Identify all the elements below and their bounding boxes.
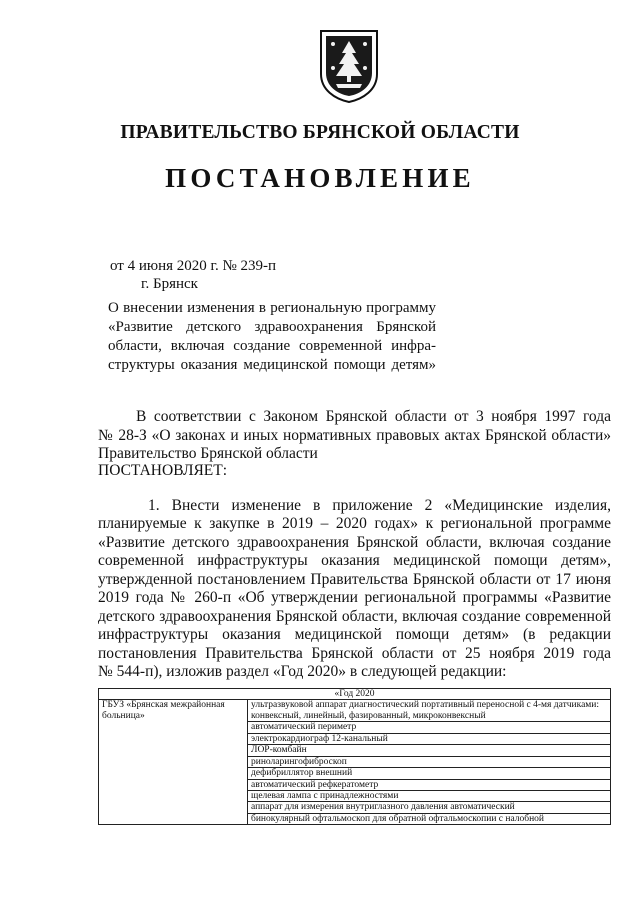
paragraph-line: инфраструктуры оказания медицинской помощи детям» (в редакции xyxy=(98,626,611,643)
equipment-item: ультразвуковой аппарат диагностический портативный переносной с 4-мя датчиками: конвексный, линейный, фазированный, микроконвексный xyxy=(248,700,611,722)
equipment-table xyxy=(98,688,611,825)
equipment-item: риноларингофиброскоп xyxy=(248,756,611,767)
paragraph-line: № 544-п), изложив раздел «Год 2020» в следующей редакции: xyxy=(98,663,507,680)
table-row xyxy=(99,700,611,722)
equipment-item: аппарат для измерения внутриглазного давления автоматический xyxy=(248,802,611,813)
year-header: «Год 2020 xyxy=(99,689,611,700)
paragraph-line: 1. Внести изменение в приложение 2 «Медицинские изделия, xyxy=(148,497,611,514)
paragraph-line: постановления Правительства Брянской области от 25 ноября 2019 года xyxy=(98,645,611,662)
document-type-title: ПОСТАНОВЛЕНИЕ xyxy=(165,163,475,193)
paragraph-line: планируемые к закупке в 2019 – 2020 годах» к региональной программе xyxy=(98,515,611,532)
subject-line: области, включая создание современной инфра- xyxy=(108,338,436,354)
subject-line: структуры оказания медицинской помощи детям» xyxy=(108,357,436,373)
date-and-number: от 4 июня 2020 г. № 239-п xyxy=(110,258,277,274)
table-header-row xyxy=(99,689,611,700)
equipment-item: электрокардиограф 12-канальный xyxy=(248,733,611,744)
paragraph-line: «Развитие детского здравоохранения Брянской области, включая создание xyxy=(98,534,611,551)
preamble-line: Правительство Брянской области xyxy=(98,445,318,462)
organization-title: ПРАВИТЕЛЬСТВО БРЯНСКОЙ ОБЛАСТИ xyxy=(120,122,520,143)
equipment-item: дефибриллятор внешний xyxy=(248,768,611,779)
paragraph-line: 2019 года № 260-п «Об утверждении региональной программы «Развитие xyxy=(98,589,611,606)
subject-line: О внесении изменения в региональную программу xyxy=(108,300,436,316)
preamble-line: В соответствии с Законом Брянской области от 3 ноября 1997 года xyxy=(136,408,611,425)
equipment-item: бинокулярный офтальмоскоп для обратной офтальмоскопии с налобной xyxy=(248,813,611,824)
institution-cell: ГБУЗ «Брянская межрайонная больница» xyxy=(99,700,248,825)
city: г. Брянск xyxy=(141,276,198,292)
paragraph-line: детского здравоохранения Брянской области, включая создание современной xyxy=(98,608,611,625)
paragraph-line: утвержденной постановлением Правительства Брянской области от 17 июня xyxy=(98,571,611,588)
equipment-item: автоматический рефкератометр xyxy=(248,779,611,790)
paragraph-line: современной инфраструктуры оказания медицинской помощи детям», xyxy=(98,552,611,569)
equipment-item: автоматический периметр xyxy=(248,722,611,733)
equipment-item: щелевая лампа с принадлежностями xyxy=(248,790,611,801)
preamble-line: № 28-З «О законах и иных нормативных правовых актах Брянской области» xyxy=(98,427,611,444)
subject-line: «Развитие детского здравоохранения Брянской xyxy=(108,319,436,335)
coat-of-arms-bryansk-icon xyxy=(318,28,380,104)
resolves-label: ПОСТАНОВЛЯЕТ: xyxy=(98,462,228,479)
equipment-item: ЛОР-комбайн xyxy=(248,745,611,756)
